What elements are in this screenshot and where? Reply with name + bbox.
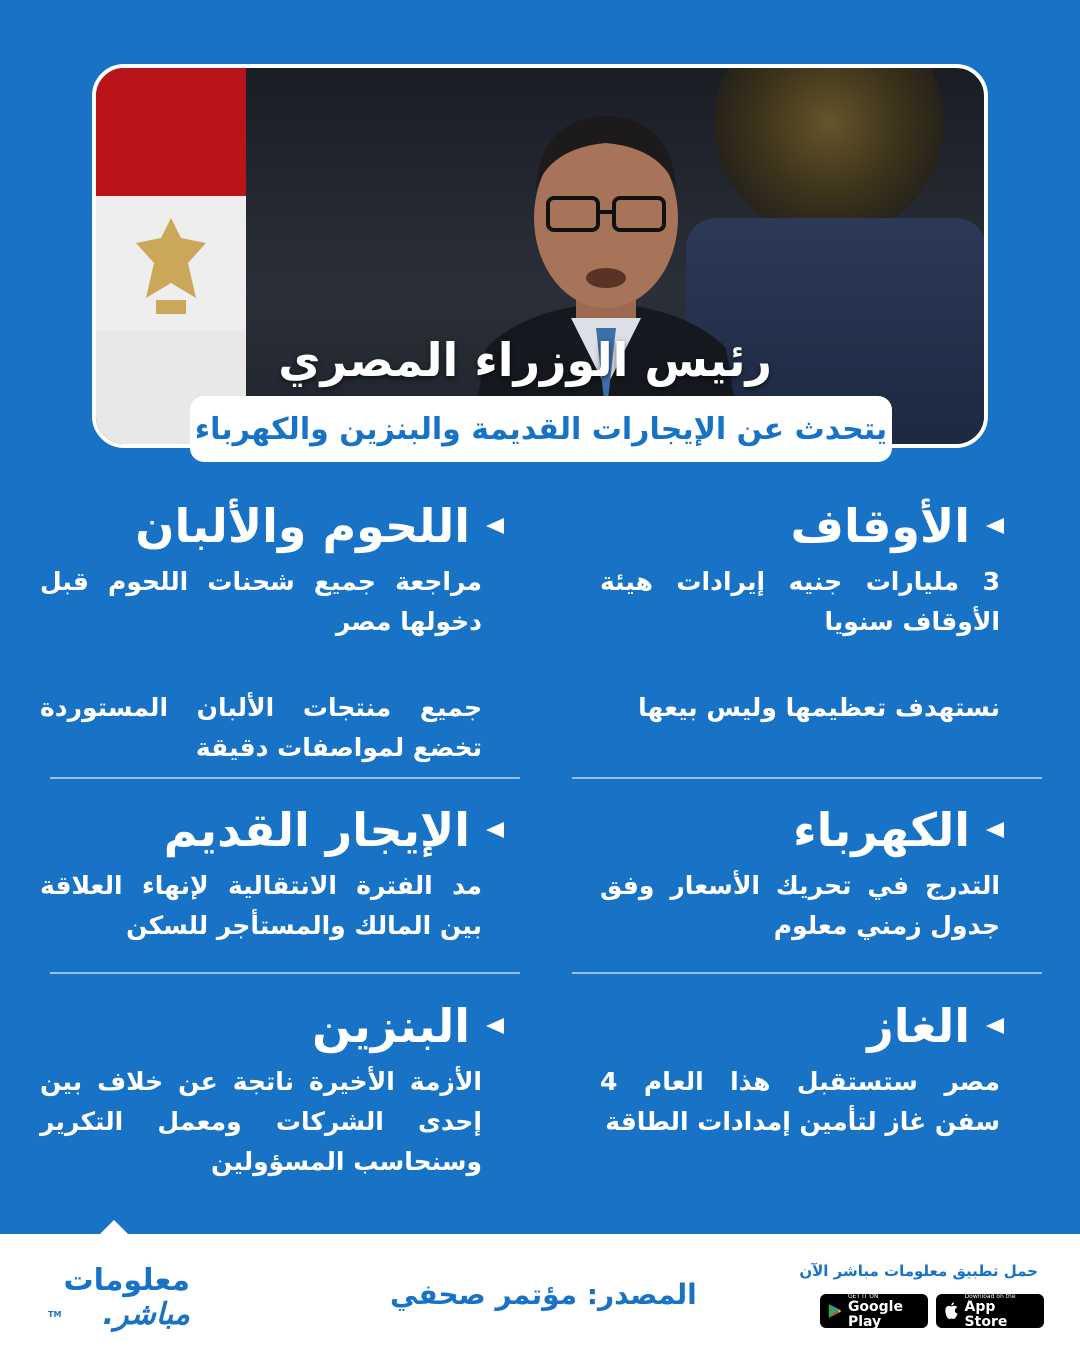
logo-line-1: معلومات [63,1263,190,1298]
source-text: المصدر: مؤتمر صحفي [390,1278,697,1311]
google-play-icon [828,1301,842,1321]
app-store-button[interactable] [936,1294,1044,1328]
section-text: الأزمة الأخيرة ناتجة عن خلاف بين إحدى الشركات ومعمل التكرير وسنحاسب المسؤولين [40,1067,482,1176]
section-text: نستهدف تعظيمها وليس بيعها [638,693,1000,722]
section-text: مصر ستستقبل هذا العام 4 سفن غاز لتأمين إمدادات الطاقة [600,1067,1000,1136]
section-heading: البنزين [312,999,470,1053]
section-text: التدرج في تحريك الأسعار وفق جدول زمني معلوم [600,871,1000,940]
section-old-rent [40,800,510,946]
eagle-icon [126,208,216,328]
divider [572,972,1042,974]
section-heading: الغاز [867,999,970,1053]
app-store-small: Download on the [964,1292,1016,1300]
apple-icon [944,1301,959,1321]
arrow-left-icon [978,814,1010,846]
logo-trademark: TM [48,1310,62,1319]
section-heading: الكهرباء [793,803,970,857]
footer [0,1234,1080,1350]
logo-line-2: مباشر. [102,1297,190,1332]
arrow-left-icon [478,814,510,846]
arrow-left-icon [478,510,510,542]
arrow-left-icon [978,1010,1010,1042]
arrow-left-icon [478,1010,510,1042]
page-title: رئيس الوزراء المصري [278,333,772,387]
google-play-small: GET IT ON [847,1292,879,1300]
brand-logo[interactable] [50,1264,190,1332]
app-store-label: App Store [964,1298,1008,1330]
section-heading: اللحوم والألبان [135,499,470,553]
google-play-label: Google Play [847,1298,903,1330]
divider [50,972,520,974]
page-subtitle: يتحدث عن الإيجارات القديمة والبنزين والكهرباء [194,411,888,447]
divider [50,777,520,779]
footer-notch [100,1220,128,1234]
section-text: مد الفترة الانتقالية لإنهاء العلاقة بين المالك والمستأجر للسكن [40,871,482,940]
section-awqaf [600,496,1010,728]
google-play-button[interactable] [820,1294,928,1328]
section-heading: الإيجار القديم [163,803,470,857]
section-electricity [600,800,1010,946]
section-text: جميع منتجات الألبان المستوردة تخضع لمواصفات دقيقة [40,693,482,762]
section-petrol [40,996,510,1182]
section-gas [600,996,1010,1142]
download-prompt: حمل تطبيق معلومات مباشر الآن [799,1262,1038,1280]
divider [572,777,1042,779]
section-text: 3 مليارات جنيه إيرادات هيئة الأوقاف سنويا [600,567,1000,636]
arrow-left-icon [978,510,1010,542]
hero-title-bar [92,325,772,395]
subtitle-pill [190,396,892,462]
section-heading: الأوقاف [790,499,970,553]
section-meat-dairy [40,496,510,768]
section-text: مراجعة جميع شحنات اللحوم قبل دخولها مصر [40,567,482,636]
